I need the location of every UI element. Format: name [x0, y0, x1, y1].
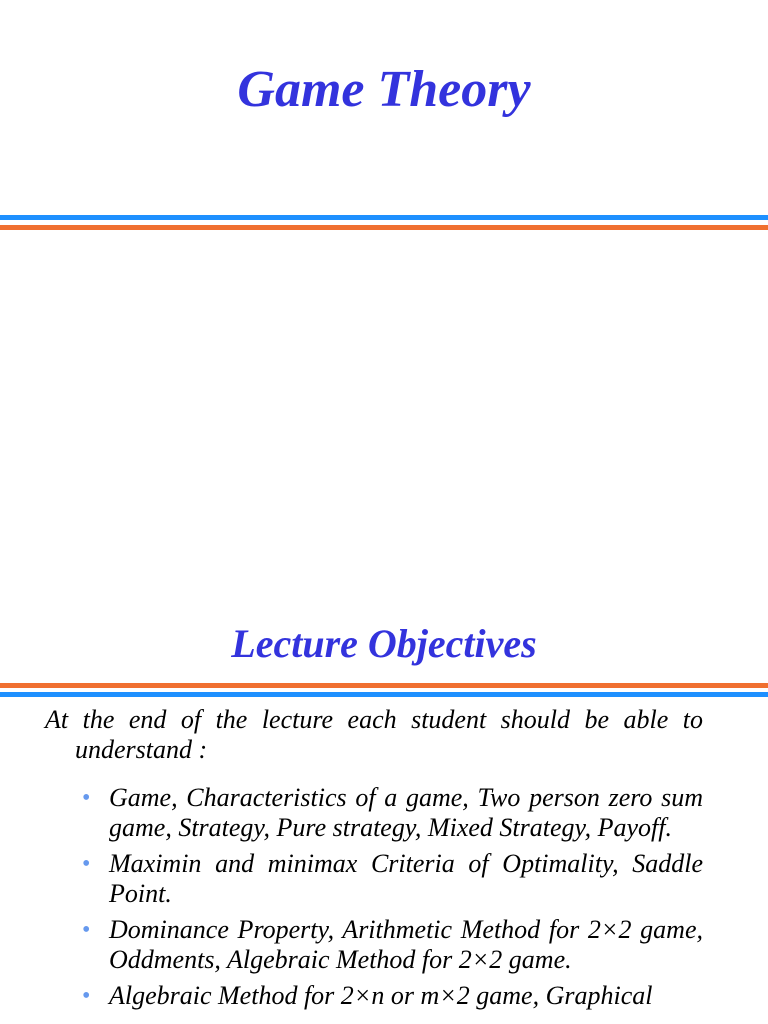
list-item: [80, 981, 703, 1011]
list-item: [80, 915, 703, 975]
slide-title-lecture-objectives: Lecture Objectives: [231, 621, 537, 666]
list-item: [80, 849, 703, 909]
bullet-icon: •: [82, 785, 91, 811]
divider-orange: [0, 225, 768, 230]
divider-blue: [0, 692, 768, 697]
list-item-text: Maximin and minimax Criteria of Optimality, Saddle Point.: [109, 849, 703, 908]
list-item-text: Algebraic Method for 2×n or m×2 game, Graphical: [109, 981, 653, 1010]
intro-text: [45, 705, 703, 765]
intro-line-2: understand :: [75, 735, 208, 764]
divider-blue: [0, 215, 768, 220]
intro-line-1: At the end of the lecture each student should be able to: [45, 705, 703, 734]
list-item-text: Dominance Property, Arithmetic Method for 2×2 game, Oddments, Algebraic Method for 2×2 game.: [109, 915, 703, 974]
objectives-list: [80, 783, 703, 1017]
bullet-icon: •: [82, 917, 91, 943]
bullet-icon: •: [82, 983, 91, 1009]
list-item: [80, 783, 703, 843]
list-item-text: Game, Characteristics of a game, Two person zero sum game, Strategy, Pure strategy, Mixed Strategy, Payoff.: [109, 783, 703, 842]
divider-orange: [0, 683, 768, 688]
bullet-icon: •: [82, 851, 91, 877]
slide-title-game-theory: Game Theory: [237, 61, 531, 118]
